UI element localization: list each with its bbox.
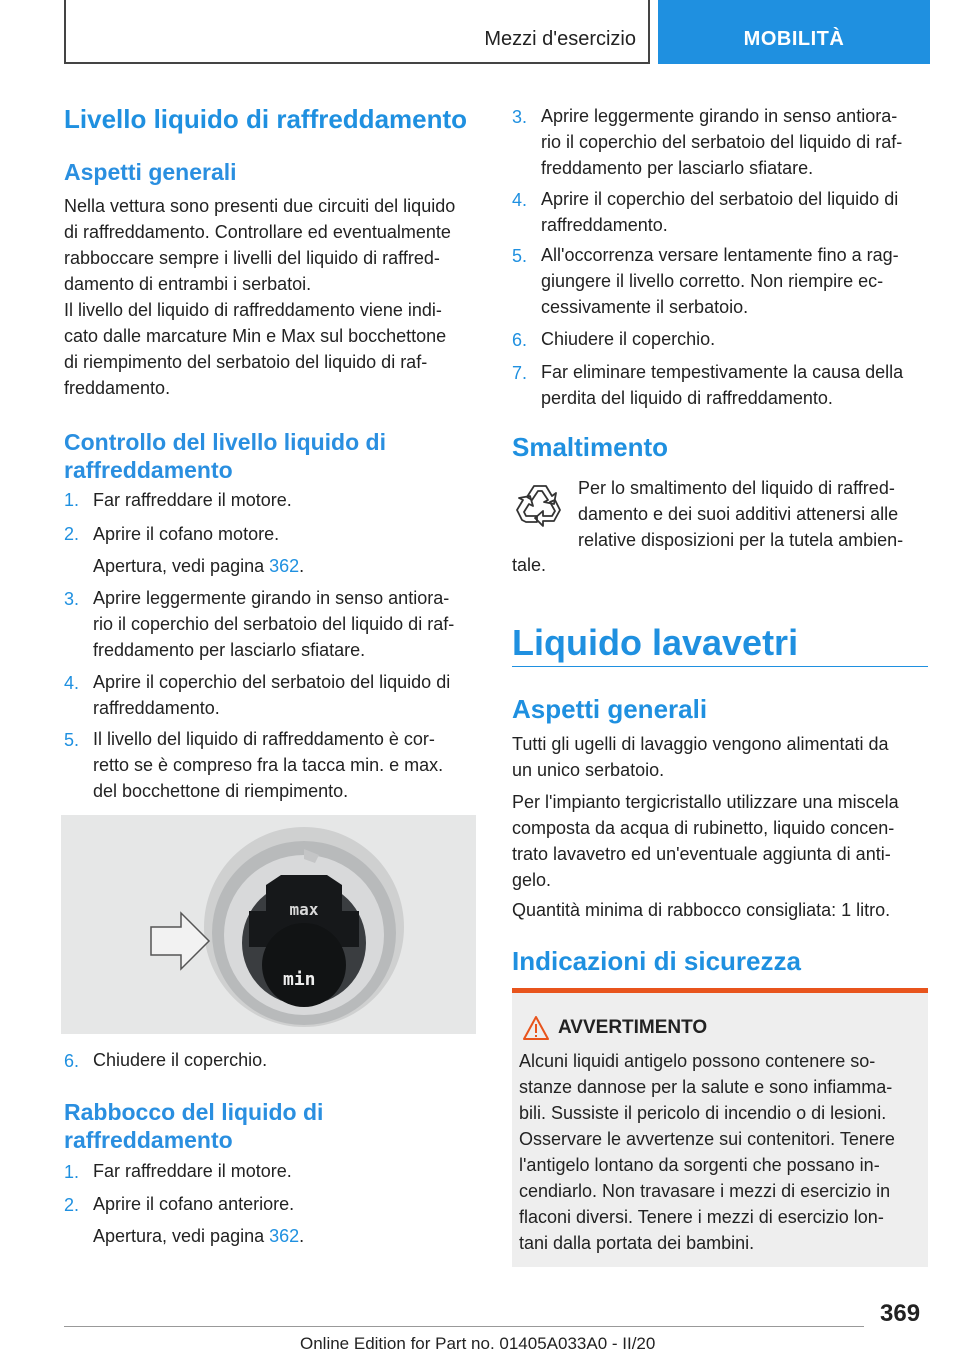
text-line: perdita del liquido di raffreddamento. xyxy=(541,388,833,408)
coolant-cap-illustration xyxy=(61,815,476,1034)
text-line: un unico serbatoio. xyxy=(512,760,665,780)
text-line: di raffreddamento. Controllare ed eventualmente xyxy=(64,222,451,242)
text-line: bili. Sussiste il pericolo di incendio o di lesioni. xyxy=(519,1103,887,1123)
step-number: 4. xyxy=(512,190,528,210)
text-line: rio il coperchio del serbatoio del liquido di raf- xyxy=(541,132,903,152)
step-text xyxy=(541,359,903,411)
step-number: 1. xyxy=(64,1162,80,1182)
text-line: Aprire il coperchio del serbatoio del liquido di xyxy=(541,189,899,209)
page-number: 369 xyxy=(880,1300,921,1327)
text-line: cato dalle marcature Min e Max sul bocchettone xyxy=(64,326,447,346)
text-line: Per l'impianto tergicristallo utilizzare una miscela xyxy=(512,792,899,812)
warning-triangle-icon xyxy=(522,1015,550,1041)
heading-safety: Indicazioni di sicurezza xyxy=(512,946,801,976)
heading-line: Controllo del livello liquido di xyxy=(64,429,386,455)
step-number: 7. xyxy=(512,363,528,383)
paragraph-washer-mixture xyxy=(512,789,899,893)
text-line: rabboccare sempre i livelli del liquido di raffred- xyxy=(64,248,440,268)
text-line: giungere il livello corretto. Non riempire ec- xyxy=(541,271,884,291)
header-section-box xyxy=(64,0,650,64)
see-page-reference xyxy=(93,1223,304,1249)
step-text xyxy=(541,186,898,238)
text-line: All'occorrenza versare lentamente fino a rag- xyxy=(541,245,899,265)
footer-edition: Online Edition for Part no. 01405A033A0 - II/20 xyxy=(300,1334,656,1353)
page-link-362[interactable]: 362 xyxy=(269,556,300,576)
min-mark-label: min xyxy=(283,969,316,990)
text-line: freddamento per lasciarlo sfiatare. xyxy=(93,640,366,660)
step-text xyxy=(541,103,902,181)
step-number: 5. xyxy=(512,246,528,266)
text-line: Il livello del liquido di raffreddamento è cor- xyxy=(93,729,435,749)
step-number: 6. xyxy=(64,1051,80,1071)
heading-line: raffreddamento xyxy=(64,457,233,483)
step-text: Far raffreddare il motore. xyxy=(93,490,292,510)
see-page-suffix: . xyxy=(299,556,305,576)
text-line: trato lavavetro ed un'eventuale aggiunta di anti- xyxy=(512,844,891,864)
heading-washer-general: Aspetti generali xyxy=(512,694,708,724)
text-line: damento di entrambi i serbatoi. xyxy=(64,274,312,294)
heading-check-level xyxy=(64,428,386,484)
title-underline xyxy=(512,666,928,667)
text-line: flaconi diversi. Tenere i mezzi di esercizio lon- xyxy=(519,1207,884,1227)
text-line: relative disposizioni per la tutela ambien- xyxy=(578,530,904,550)
text-line: raffreddamento. xyxy=(93,698,220,718)
text-line: Far eliminare tempestivamente la causa della xyxy=(541,362,904,382)
step-number: 4. xyxy=(64,673,80,693)
step-text xyxy=(93,726,443,804)
see-page-prefix: Apertura, vedi pagina xyxy=(93,556,270,576)
step-text: Chiudere il coperchio. xyxy=(93,1050,268,1070)
coolant-cap-photo xyxy=(61,815,476,1034)
text-line: Aprire il coperchio del serbatoio del liquido di xyxy=(93,672,451,692)
see-page-suffix: . xyxy=(299,1226,305,1246)
text-line: Alcuni liquidi antigelo possono contenere so- xyxy=(519,1051,876,1071)
step-text xyxy=(93,585,454,663)
step-number: 3. xyxy=(64,589,80,609)
footer-divider xyxy=(64,1326,864,1327)
section-title-coolant: Livello liquido di raffreddamento xyxy=(64,104,468,134)
max-mark-label: max xyxy=(289,900,319,919)
warning-title: AVVERTIMENTO xyxy=(558,1017,708,1038)
text-line: Aprire leggermente girando in senso antiora- xyxy=(541,106,898,126)
text-line: raffreddamento. xyxy=(541,215,668,235)
text-line: composta da acqua di rubinetto, liquido concen- xyxy=(512,818,895,838)
see-page-prefix: Apertura, vedi pagina xyxy=(93,1226,270,1246)
header-tab-mobilita[interactable] xyxy=(658,0,930,64)
heading-line: raffreddamento xyxy=(64,1127,233,1153)
text-line: l'antigelo lontano da sorgenti che possano in- xyxy=(519,1155,880,1175)
step-text xyxy=(93,669,450,721)
step-number: 2. xyxy=(64,1195,80,1215)
step-text: Aprire il cofano anteriore. xyxy=(93,1194,295,1214)
text-line: Per lo smaltimento del liquido di raffred- xyxy=(578,478,895,498)
step-number: 2. xyxy=(64,524,80,544)
text-line: gelo. xyxy=(512,870,552,890)
text-line: freddamento. xyxy=(64,378,171,398)
warning-text xyxy=(519,1048,924,1256)
step-number: 6. xyxy=(512,330,528,350)
heading-line: Rabbocco del liquido di xyxy=(64,1099,324,1125)
step-number: 5. xyxy=(64,730,80,750)
step-number: 3. xyxy=(512,107,528,127)
text-line: di riempimento del serbatoio del liquido di raf- xyxy=(64,352,428,372)
heading-disposal: Smaltimento xyxy=(512,432,669,462)
text-line: stanze dannose per la salute e sono infiamma- xyxy=(519,1077,893,1097)
text-line: rio il coperchio del serbatoio del liquido di raf- xyxy=(93,614,455,634)
text-line: cendiarlo. Non travasare i mezzi di esercizio in xyxy=(519,1181,891,1201)
header-tab-label: MOBILITÀ xyxy=(743,28,845,50)
text-line: Aprire leggermente girando in senso antiora- xyxy=(93,588,450,608)
see-page-reference xyxy=(93,553,304,579)
page-link-362[interactable]: 362 xyxy=(269,1226,300,1246)
section-title-washer: Liquido lavavetri xyxy=(512,622,799,663)
text-line: tani dalla portata dei bambini. xyxy=(519,1233,755,1253)
paragraph-coolant-circuits xyxy=(64,193,455,297)
paragraph-min-max xyxy=(64,297,446,401)
paragraph-washer-nozzles xyxy=(512,731,889,783)
text-line: freddamento per lasciarlo sfiatare. xyxy=(541,158,814,178)
text-line: del bocchettone di riempimento. xyxy=(93,781,349,801)
heading-general: Aspetti generali xyxy=(64,159,237,185)
step-text: Far raffreddare il motore. xyxy=(93,1161,292,1181)
text-line: retto se è compreso fra la tacca min. e max. xyxy=(93,755,444,775)
step-number: 1. xyxy=(64,490,80,510)
disposal-paragraph-tail: tale. xyxy=(512,555,547,575)
text-line: Nella vettura sono presenti due circuiti del liquido xyxy=(64,196,456,216)
disposal-paragraph xyxy=(578,475,903,553)
step-text: Chiudere il coperchio. xyxy=(541,329,716,349)
text-line: cessivamente il serbatoio. xyxy=(541,297,749,317)
heading-refill xyxy=(64,1098,323,1154)
step-text xyxy=(541,242,899,320)
header-section-title: Mezzi d'esercizio xyxy=(484,28,636,50)
text-line: Osservare le avvertenze sui contenitori. Tenere xyxy=(519,1129,895,1149)
warning-box xyxy=(512,988,928,1267)
step-text: Aprire il cofano motore. xyxy=(93,524,280,544)
text-line: damento e dei suoi additivi attenersi alle xyxy=(578,504,899,524)
text-line: Il livello del liquido di raffreddamento viene indi- xyxy=(64,300,442,320)
paragraph-washer-quantity: Quantità minima di rabbocco consigliata: 1 litro. xyxy=(512,900,891,920)
text-line: Tutti gli ugelli di lavaggio vengono alimentati da xyxy=(512,734,889,754)
recycle-icon xyxy=(514,480,566,532)
